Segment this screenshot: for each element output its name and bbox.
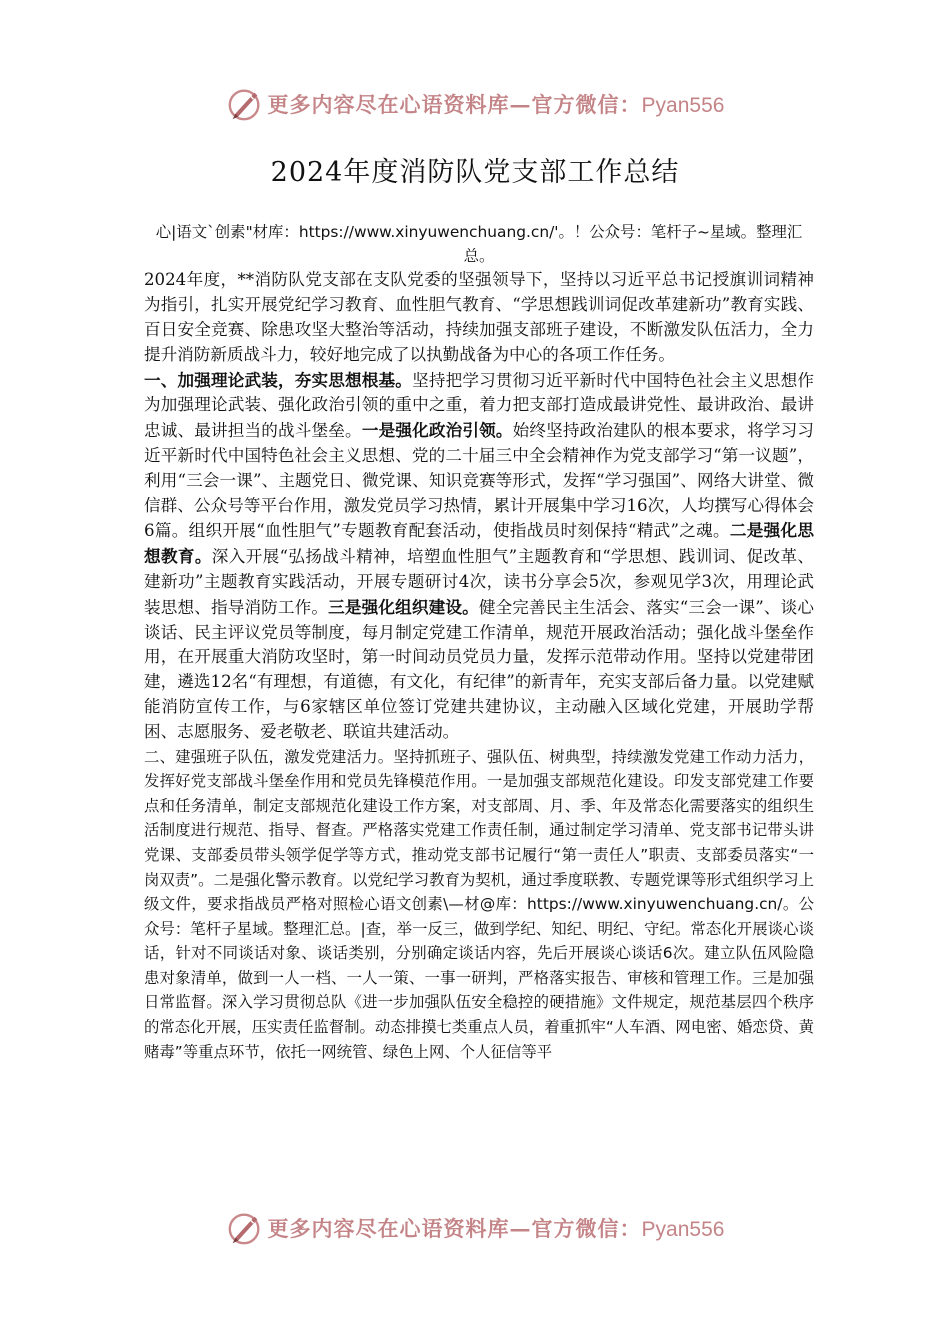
document-body bbox=[144, 220, 814, 1064]
sub-1-heading: 一是强化政治引领。 bbox=[361, 420, 513, 441]
sub-3-heading: 三是强化组织建设。 bbox=[328, 596, 479, 617]
section-1-paragraph bbox=[144, 368, 814, 745]
sub-2-heading: 二是强化思想教育。 bbox=[144, 520, 814, 567]
page-title: 2024年度消防队党支部工作总结 bbox=[270, 157, 680, 188]
sub-2-text: 深入开展“弘扬战斗精神，培塑血性胆气”主题教育和“学思想、践训词、促改革、建新功”主题教育实践活动，开展专题研讨4次，读书分享会5次，参观见学3次，用理论武装思想、指导消防工作。 bbox=[144, 547, 815, 617]
watermark-header bbox=[0, 84, 950, 124]
intro-paragraph: 2024年度，**消防队党支部在支队党委的坚强领导下，坚持以习近平总书记授旗训词精神为指引，扎实开展党纪学习教育、血性胆气教育、“学思想践训词促改革建新功”教育实践、百日安全竞赛、除患攻坚大整治等活动，持续加强支部班子建设，不断激发队伍活力，全力提升消防新质战斗力，较好地完成了以执勤战备为中心的各项工作任务。 bbox=[144, 270, 814, 364]
watermark-footer bbox=[0, 1208, 950, 1248]
sub-1-text: 始终坚持政治建队的根本要求，将学习习近平新时代中国特色社会主义思想、党的二十届三中全会精神作为党支部学习“第一议题”，利用“三会一课”、主题党日、微党课、知识竞赛等形式，发挥“学习强国”、网络大讲堂、微信群、公众号等平台作用，激发党员学习热情，累计开展集中学习16次，人均撰写心得体会6篇。组织开展“血性胆气”专题教育配套活动，使指战员时刻保持“精武”之魂。 bbox=[144, 421, 815, 541]
source-note: 心|语文`创素"材库：https://www.xinyuwenchuang.cn/'。！公众号：笔杆子~星域。整理汇总。 bbox=[155, 223, 803, 266]
pen-logo-icon bbox=[226, 1209, 264, 1247]
watermark-text: 更多内容尽在心语资料库—官方微信：Pyan556 bbox=[267, 1216, 725, 1241]
watermark-text: 更多内容尽在心语资料库—官方微信：Pyan556 bbox=[267, 92, 725, 117]
sub-3-text: 健全完善民主生活会、落实“三会一课”、谈心谈话、民主评议党员等制度，每月制定党建工作清单，规范开展政治活动；强化战斗堡垒作用，在开展重大消防攻坚时，第一时间动员党员力量，发挥示范带动作用。坚持以党建带团建，遴选12名“有理想，有道德，有文化，有纪律”的新青年，充实支部后备力量。以党建赋能消防宣传工作，与6家辖区单位签订党建共建协议，主动融入区域化党建，开展助学帮困、志愿服务、爱老敬老、联谊共建活动。 bbox=[144, 597, 815, 741]
section-2-paragraph: 二、建强班子队伍，激发党建活力。坚持抓班子、强队伍、树典型，持续激发党建工作动力活力，发挥好党支部战斗堡垒作用和党员先锋模范作用。一是加强支部规范化建设。印发支部党建工作要点和任务清单，制定支部规范化建设工作方案，对支部周、月、季、年及常态化需要落实的组织生活制度进行规范、指导、督查。严格落实党建工作责任制，通过制定学习清单、党支部书记带头讲党课、支部委员带头领学促学等方式，推动党支部书记履行“第一责任人”职责、支部委员落实“一岗双责”。二是强化警示教育。以党纪学习教育为契机，通过季度联教、专题党课等形式组织学习上级文件，要求指战员严格对照检心语文创素\—材@库：https://www.xinyuwenchuang.cn/。公众号：笔杆子星域。整理汇总。|查，举一反三，做到学纪、知纪、明纪、守纪。常态化开展谈心谈话，针对不同谈话对象、谈话类别，分别确定谈话内容，先后开展谈心谈话6次。建立队伍风险隐患对象清单，做到一人一档、一人一策、一事一研判，严格落实报告、审核和管理工作。三是加强日常监督。深入学习贯彻总队《进一步加强队伍安全稳控的硬措施》文件规定，规范基层四个秩序的常态化开展，压实责任监督制。动态排摸七类重点人员，着重抓牢“人车酒、网电密、婚恋贷、黄赌毒”等重点环节，依托一网统管、绿色上网、个人征信等平 bbox=[144, 747, 814, 1061]
pen-logo-icon bbox=[226, 85, 264, 123]
section-1-heading: 一、加强理论武装，夯实思想根基。 bbox=[144, 369, 413, 390]
section-1-lead: 坚持把学习贯彻习近平新时代中国特色社会主义思想作为加强理论武装、强化政治引领的重中之重，着力把支部打造成最讲党性、最讲政治、最讲忠诚、最讲担当的战斗堡垒。 bbox=[144, 370, 815, 441]
